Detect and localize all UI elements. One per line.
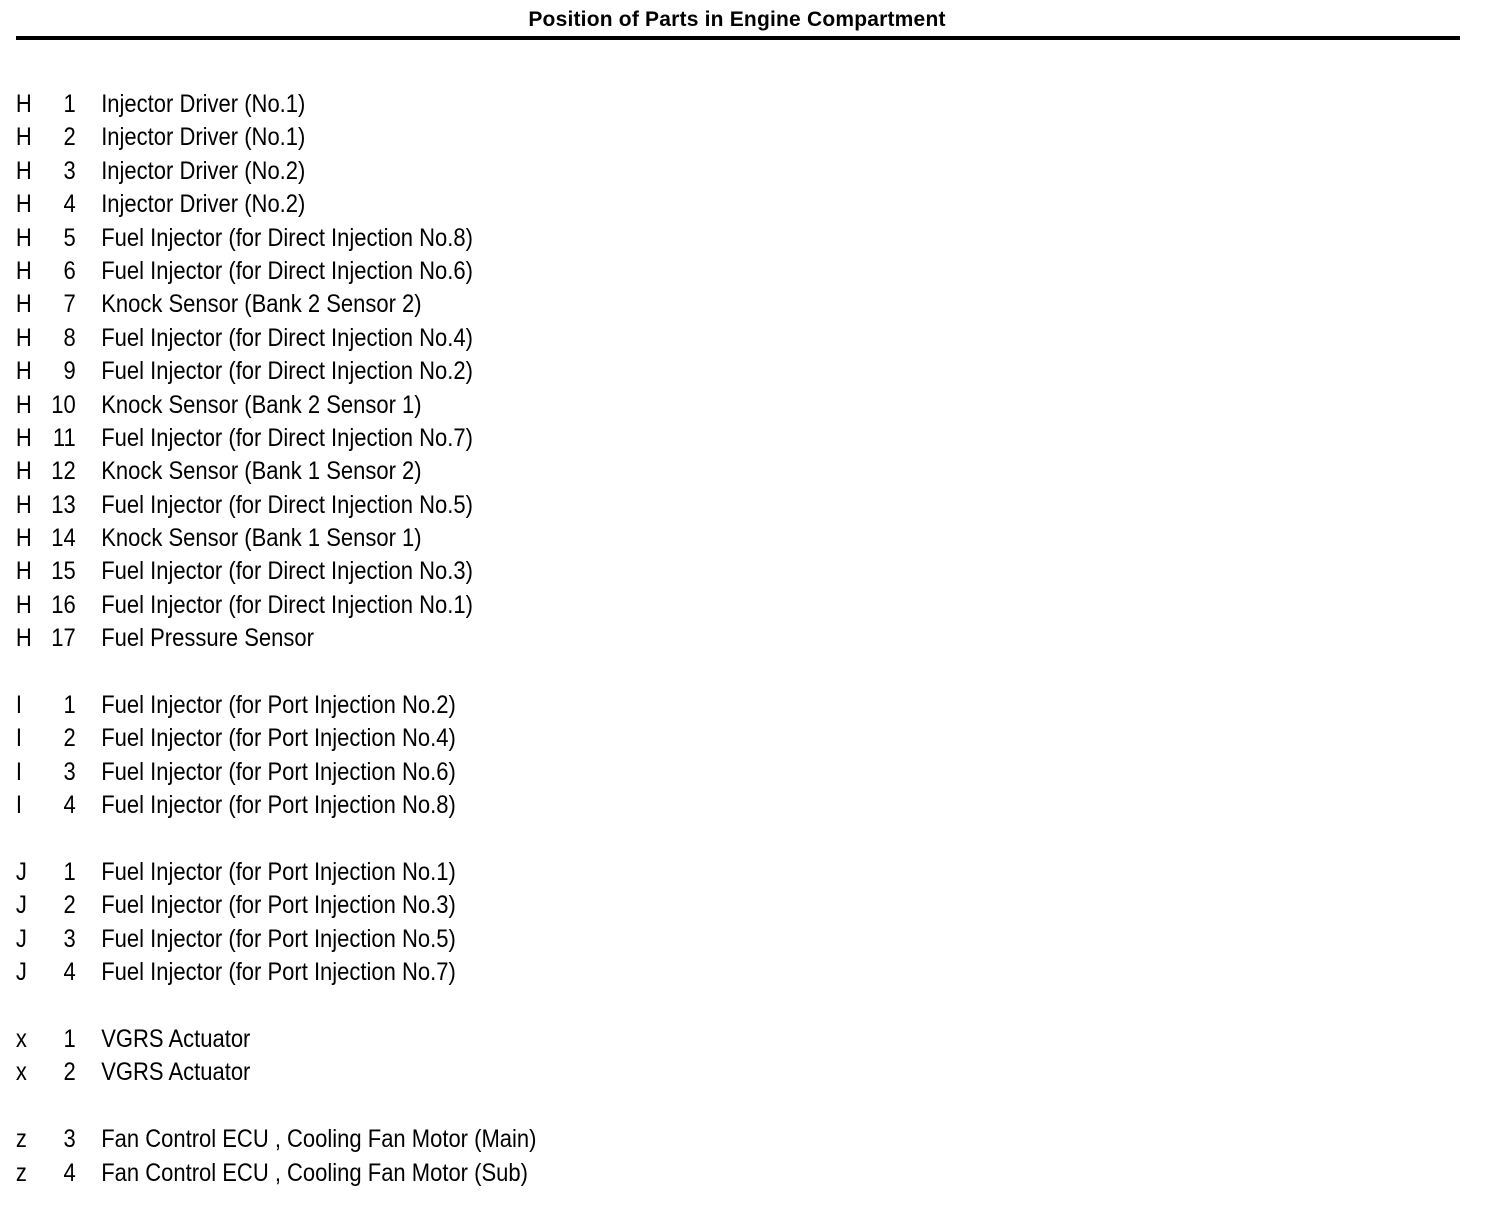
part-description: Knock Sensor (Bank 2 Sensor 2) — [101, 290, 422, 319]
part-number: 5 — [63, 223, 76, 252]
part-code: H — [15, 123, 32, 152]
part-number: 8 — [63, 323, 76, 352]
part-number: 3 — [63, 156, 76, 185]
part-number: 3 — [63, 924, 76, 953]
part-number: 2 — [63, 724, 76, 753]
part-number: 1 — [63, 691, 76, 720]
part-number: 4 — [63, 1158, 76, 1187]
part-number: 16 — [51, 590, 76, 619]
part-number: 6 — [63, 256, 76, 285]
part-number: 10 — [51, 390, 76, 419]
part-number: 1 — [63, 1024, 76, 1053]
part-number: 13 — [51, 490, 76, 519]
part-code: H — [15, 357, 32, 386]
part-number: 14 — [51, 524, 76, 553]
page-title: Position of Parts in Engine Compartment — [528, 8, 946, 31]
part-description: Injector Driver (No.2) — [101, 156, 306, 185]
part-code: I — [15, 691, 22, 720]
part-number: 4 — [63, 791, 76, 820]
part-code: H — [15, 490, 32, 519]
part-code: z — [15, 1158, 27, 1187]
part-code: H — [15, 590, 32, 619]
part-description: VGRS Actuator — [101, 1058, 251, 1087]
part-code: z — [15, 1125, 27, 1154]
part-number: 15 — [51, 557, 76, 586]
part-code: J — [15, 891, 27, 920]
part-number: 17 — [51, 624, 76, 653]
part-number: 9 — [63, 357, 76, 386]
part-code: I — [15, 791, 22, 820]
part-description: Fuel Injector (for Port Injection No.3) — [101, 891, 456, 920]
part-code: H — [15, 256, 32, 285]
part-number: 2 — [63, 891, 76, 920]
part-description: Fan Control ECU , Cooling Fan Motor (Sub) — [101, 1158, 528, 1187]
part-number: 1 — [63, 90, 76, 118]
part-description: Fuel Pressure Sensor — [101, 624, 314, 653]
part-number: 2 — [63, 1058, 76, 1087]
part-number: 2 — [63, 123, 76, 152]
part-code: H — [15, 457, 32, 486]
part-code: H — [15, 290, 32, 319]
part-number: 4 — [63, 958, 76, 987]
part-number: 1 — [63, 857, 76, 886]
part-number: 3 — [63, 757, 76, 786]
title-divider — [16, 36, 1460, 40]
part-description: Knock Sensor (Bank 1 Sensor 2) — [101, 457, 422, 486]
part-description: Fuel Injector (for Direct Injection No.1) — [101, 590, 473, 619]
part-number: 3 — [63, 1125, 76, 1154]
part-description: Fuel Injector (for Port Injection No.7) — [101, 958, 456, 987]
part-description: Fuel Injector (for Direct Injection No.5) — [101, 490, 473, 519]
part-number: 11 — [52, 423, 76, 452]
part-code: I — [15, 724, 22, 753]
part-code: J — [15, 958, 27, 987]
part-description: Injector Driver (No.1) — [101, 90, 306, 118]
part-description: VGRS Actuator — [101, 1024, 251, 1053]
part-code: I — [15, 757, 22, 786]
part-code: H — [15, 323, 32, 352]
part-description: Knock Sensor (Bank 1 Sensor 1) — [101, 524, 422, 553]
part-description: Fuel Injector (for Direct Injection No.8) — [101, 223, 473, 252]
part-code: H — [15, 624, 32, 653]
part-description: Fuel Injector (for Direct Injection No.4) — [101, 323, 473, 352]
part-code: H — [15, 90, 32, 118]
part-description: Fuel Injector (for Direct Injection No.2) — [101, 357, 473, 386]
part-code: H — [15, 223, 32, 252]
part-description: Fuel Injector (for Port Injection No.5) — [101, 924, 456, 953]
part-description: Fuel Injector (for Port Injection No.6) — [101, 757, 456, 786]
part-description: Fuel Injector (for Port Injection No.1) — [101, 857, 456, 886]
part-code: H — [15, 156, 32, 185]
part-description: Injector Driver (No.2) — [101, 190, 306, 219]
part-code: J — [15, 924, 27, 953]
part-code: x — [15, 1024, 27, 1053]
part-description: Fuel Injector (for Direct Injection No.3) — [101, 557, 473, 586]
part-description: Fuel Injector (for Port Injection No.8) — [101, 791, 456, 820]
part-description: Fan Control ECU , Cooling Fan Motor (Main) — [101, 1125, 537, 1154]
part-description: Knock Sensor (Bank 2 Sensor 1) — [101, 390, 422, 419]
part-description: Injector Driver (No.1) — [101, 123, 306, 152]
part-description: Fuel Injector (for Port Injection No.2) — [101, 691, 456, 720]
part-code: H — [15, 557, 32, 586]
part-code: H — [15, 524, 32, 553]
part-code: J — [15, 857, 27, 886]
part-number: 7 — [63, 290, 76, 319]
part-number: 4 — [63, 190, 76, 219]
part-description: Fuel Injector (for Direct Injection No.7) — [101, 423, 473, 452]
part-code: H — [15, 190, 32, 219]
part-description: Fuel Injector (for Port Injection No.4) — [101, 724, 456, 753]
part-description: Fuel Injector (for Direct Injection No.6) — [101, 256, 473, 285]
part-code: H — [15, 390, 32, 419]
part-code: H — [15, 423, 32, 452]
part-number: 12 — [51, 457, 76, 486]
part-code: x — [15, 1058, 27, 1087]
